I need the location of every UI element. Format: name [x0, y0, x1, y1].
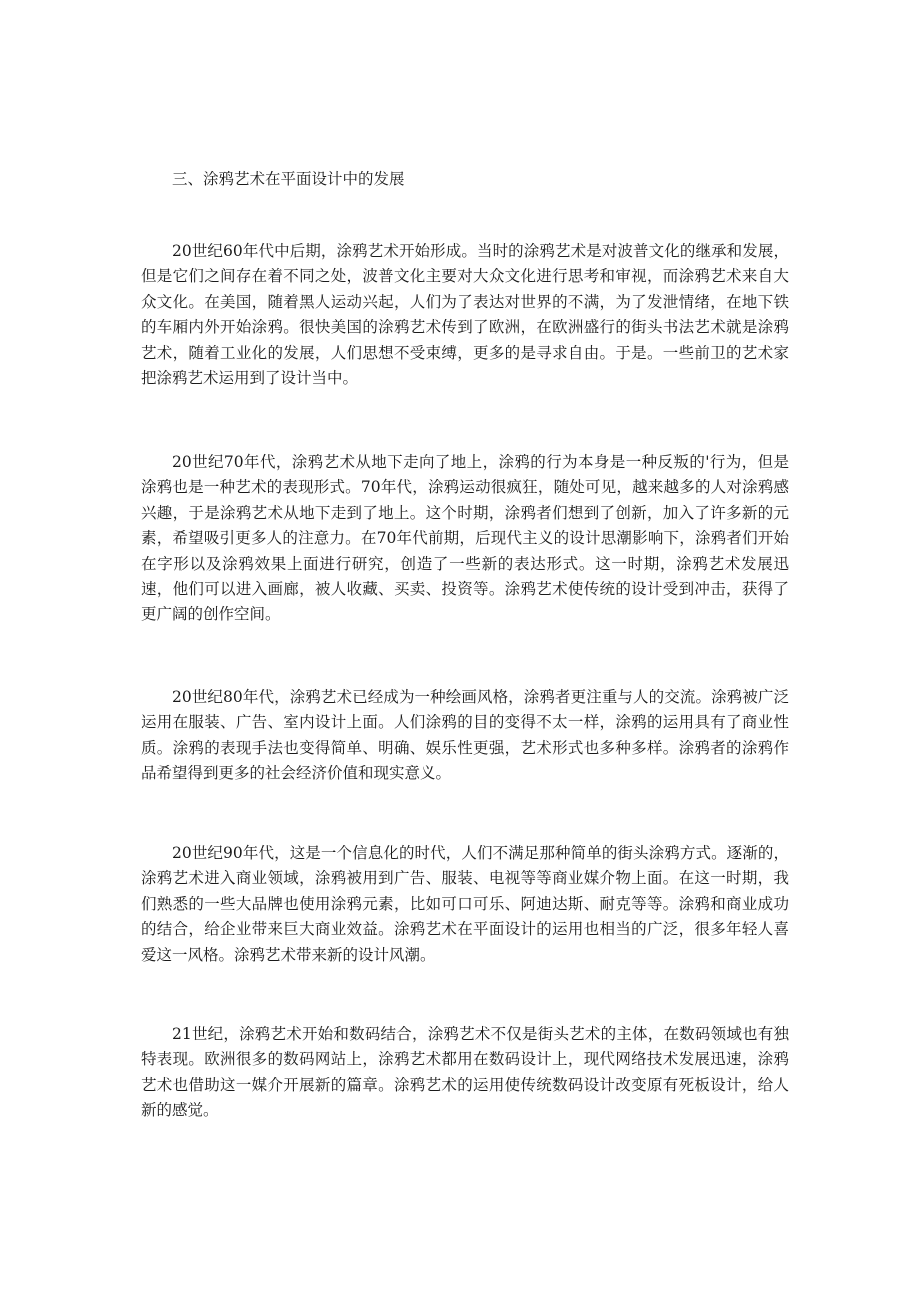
- paragraph-1980s: 20世纪80年代，涂鸦艺术已经成为一种绘画风格，涂鸦者更注重与人的交流。涂鸦被广泛运用在服装、广告、室内设计上面。人们涂鸦的目的变得不太一样，涂鸦的运用具有了商业性质。涂鸦的表现手法也变得简单、明确、娱乐性更强，艺术形式也多种多样。涂鸦者的涂鸦作品希望得到更多的社会经济价值和现实意义。: [141, 688, 789, 783]
- paragraph-1970s: 20世纪70年代，涂鸦艺术从地下走向了地上，涂鸦的行为本身是一种反叛的'行为，但是涂鸦也是一种艺术的表现形式。70年代，涂鸦运动很疯狂，随处可见，越来越多的人对涂鸦感兴趣，于是涂鸦艺术从地下走到了地上。这个时期，涂鸦者们想到了创新，加入了许多新的元素，希望吸引更多人的注意力。在70年代前期，后现代主义的设计思潮影响下，涂鸦者们开始在字形以及涂鸦效果上面进行研究，创造了一些新的表达形式。这一时期，涂鸦艺术发展迅速，他们可以进入画廊，被人收藏、买卖、投资等。涂鸦艺术使传统的设计受到冲击，获得了更广阔的创作空间。: [141, 453, 789, 624]
- paragraph-1960s: 20世纪60年代中后期，涂鸦艺术开始形成。当时的涂鸦艺术是对波普文化的继承和发展，但是它们之间存在着不同之处，波普文化主要对大众文化进行思考和审视，而涂鸦艺术来自大众文化。在美国，随着黑人运动兴起，人们为了表达对世界的不满，为了发泄情绪，在地下铁的车厢内外开始涂鸦。很快美国的涂鸦艺术传到了欧洲，在欧洲盛行的街头书法艺术就是涂鸦艺术，随着工业化的发展，人们思想不受束缚，更多的是寻求自由。于是。一些前卫的艺术家把涂鸦艺术运用到了设计当中。: [141, 242, 789, 388]
- section-heading: 三、涂鸦艺术在平面设计中的发展: [172, 170, 405, 188]
- paragraph-21st-century: 21世纪，涂鸦艺术开始和数码结合，涂鸦艺术不仅是街头艺术的主体，在数码领域也有独特表现。欧洲很多的数码网站上，涂鸦艺术都用在数码设计上，现代网络技术发展迅速，涂鸦艺术也借助这一媒介开展新的篇章。涂鸦艺术的运用使传统数码设计改变原有死板设计，给人新的感觉。: [141, 1025, 789, 1120]
- paragraph-1990s: 20世纪90年代，这是一个信息化的时代，人们不满足那种简单的街头涂鸦方式。逐渐的，涂鸦艺术进入商业领域，涂鸦被用到广告、服装、电视等等商业媒介物上面。在这一时期，我们熟悉的一些大品牌也使用涂鸦元素，比如可口可乐、阿迪达斯、耐克等等。涂鸦和商业成功的结合，给企业带来巨大商业效益。涂鸦艺术在平面设计的运用也相当的广泛，很多年轻人喜爱这一风格。涂鸦艺术带来新的设计风潮。: [141, 844, 789, 964]
